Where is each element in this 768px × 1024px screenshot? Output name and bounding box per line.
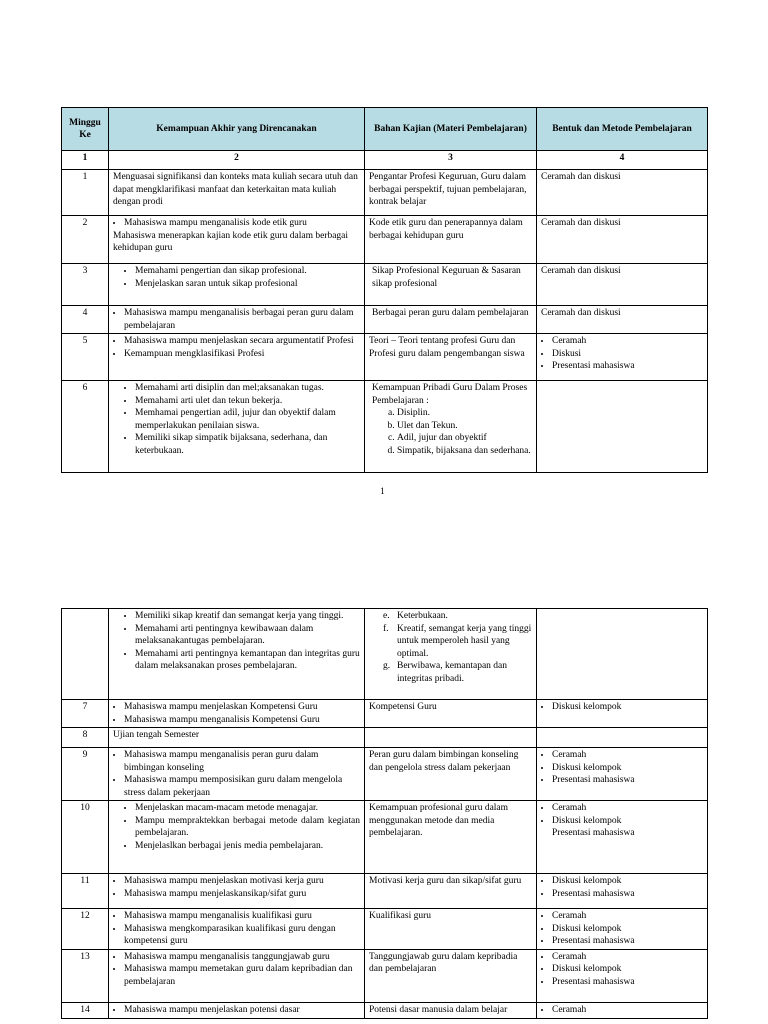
- list-item: • Kemampuan mengklasifikasi Profesi: [124, 348, 360, 361]
- skills-list: [113, 217, 360, 230]
- skills-cell: [109, 1002, 365, 1018]
- materials-cell: [365, 381, 537, 473]
- methods-list: [541, 951, 703, 989]
- table-row: [62, 264, 708, 306]
- list-item: • Mahasiswa mampu menganalisis kode etik guru: [124, 217, 360, 230]
- list-item: • Ceramah: [552, 802, 703, 815]
- list-item: • Presentasi mahasiswa: [552, 888, 703, 901]
- list-item: • Menjelaslkan berbagai jenis media pembelajaran.: [135, 840, 360, 853]
- materials-cell: Teori – Teori tentang profesi Guru dan Profesi guru dalam pengembangan siswa: [365, 334, 537, 381]
- week-cell: 3: [62, 264, 109, 306]
- list-item: • Diskusi kelompok: [552, 963, 703, 976]
- list-item: • Diskusi kelompok: [552, 701, 703, 714]
- methods-cell: [537, 909, 708, 950]
- list-item: • Mahasiswa mampu menjelaskan potensi dasar: [124, 1004, 360, 1017]
- skills-cell: [109, 874, 365, 909]
- list-letter: e.: [383, 611, 390, 621]
- skills-list: [113, 335, 360, 360]
- table-row: [62, 801, 708, 874]
- list-item: • Mahasiswa mampu menjelaskan secara argumentatif Profesi: [124, 335, 360, 348]
- materials-cell: Kemampuan profesional guru dalam menggunakan metode dan media pembelajaran.: [365, 801, 537, 874]
- methods-cell: [537, 609, 708, 700]
- methods-cell: Ceramah dan diskusi: [537, 306, 708, 334]
- header-skills: Kemampuan Akhir yang Direncanakan: [109, 108, 365, 151]
- list-item: • Ceramah: [552, 335, 703, 348]
- materials-list: [372, 407, 532, 457]
- list-item: • Presentasi mahasiswa: [552, 935, 703, 948]
- list-text: Kreatif, semangat kerja yang tinggi untuk memperoleh hasil yang optimal.: [397, 623, 532, 659]
- week-cell: 7: [62, 700, 109, 728]
- list-item: a. Disiplin.: [397, 407, 532, 420]
- methods-cell: [537, 728, 708, 748]
- list-item: • Menjelaskan saran untuk sikap profesional: [135, 278, 360, 291]
- list-item: • Memahami pengertian dan sikap profesional.: [135, 265, 360, 278]
- skills-list: [113, 265, 360, 290]
- table-row: [62, 170, 708, 216]
- list-item: [383, 610, 532, 623]
- skills-list: [113, 875, 360, 900]
- methods-cell: [537, 874, 708, 909]
- week-cell: 9: [62, 748, 109, 801]
- table-row: [62, 609, 708, 700]
- table-header-row: [62, 108, 708, 151]
- list-item: • Diskusi kelompok: [552, 762, 703, 775]
- methods-cell: [537, 949, 708, 1002]
- materials-cell: Berbagai peran guru dalam pembelajaran: [365, 306, 537, 334]
- column-number: 2: [109, 151, 365, 170]
- skills-list: [113, 701, 360, 726]
- materials-cell: Tanggungjawab guru dalam kepribadia dan pembelajaran: [365, 949, 537, 1002]
- skills-list: [113, 910, 360, 948]
- list-item: • Ceramah: [552, 1004, 703, 1017]
- skills-cell: [109, 949, 365, 1002]
- list-item: • Ceramah: [552, 951, 703, 964]
- skills-cell: [109, 700, 365, 728]
- list-item: b. Ulet dan Tekun.: [397, 420, 532, 433]
- table-row: [62, 700, 708, 728]
- skills-list: [113, 1004, 360, 1017]
- skills-cell: [109, 609, 365, 700]
- methods-list: [541, 802, 703, 827]
- methods-cell: Ceramah dan diskusi: [537, 264, 708, 306]
- list-item: • Diskusi kelompok: [552, 923, 703, 936]
- materials-cell: Kode etik guru dan penerapannya dalam berbagai kehidupan guru: [365, 216, 537, 264]
- column-number: 3: [365, 151, 537, 170]
- table-row: [62, 334, 708, 381]
- methods-list: [541, 335, 703, 373]
- list-item: • Mahasiswa mampu menganalisis Kompetensi Guru: [124, 714, 360, 727]
- materials-intro: Kemampuan Pribadi Guru Dalam Proses Pembelajaran :: [372, 383, 528, 406]
- week-cell: 2: [62, 216, 109, 264]
- column-number-row: [62, 151, 708, 170]
- header-methods: Bentuk dan Metode Pembelajaran: [537, 108, 708, 151]
- list-item: • Diskusi kelompok: [552, 875, 703, 888]
- methods-list: [541, 701, 703, 714]
- skills-cell: [109, 264, 365, 306]
- methods-cell: [537, 801, 708, 874]
- materials-cell: [365, 609, 537, 700]
- list-item: • Mahasiswa mampu menjelaskansikap/sifat guru: [124, 888, 360, 901]
- skills-cell: [109, 216, 365, 264]
- list-item: • Diskusi kelompok: [552, 815, 703, 828]
- skills-cell: [109, 909, 365, 950]
- skills-list: [113, 951, 360, 989]
- week-cell: 5: [62, 334, 109, 381]
- syllabus-table-page2: [61, 608, 708, 1019]
- methods-list: [541, 1004, 703, 1017]
- week-cell: 8: [62, 728, 109, 748]
- syllabus-table-page1: [61, 107, 708, 473]
- list-item: • Mahasiswa mampu menganalisis peran guru dalam bimbingan konseling: [124, 749, 360, 774]
- method-text: Presentasi mahasiswa: [552, 828, 635, 838]
- materials-cell: Kualifikasi guru: [365, 909, 537, 950]
- materials-cell: Sikap Profesional Keguruan & Sasaran sikap profesional: [365, 264, 537, 306]
- materials-list: [372, 610, 532, 685]
- skills-cell: [109, 748, 365, 801]
- list-item: d. Simpatik, bijaksana dan sederhana.: [397, 445, 532, 458]
- list-item: • Mahasiswa mampu menganalisis tanggungjawab guru: [124, 951, 360, 964]
- list-item: • Mahasiswa mampu memposisikan guru dalam mengelola stress dalam pekerjaan: [124, 774, 360, 799]
- week-cell: 14: [62, 1002, 109, 1018]
- table-row: [62, 1002, 708, 1018]
- list-letter: g.: [383, 661, 391, 671]
- list-item: • Ceramah: [552, 749, 703, 762]
- week-cell: 11: [62, 874, 109, 909]
- list-item: • Ceramah: [552, 910, 703, 923]
- table-row: [62, 874, 708, 909]
- skills-list: [113, 382, 360, 457]
- week-cell: 6: [62, 381, 109, 473]
- skills-cell: [109, 801, 365, 874]
- page-number: 1: [380, 487, 385, 497]
- methods-cell: [537, 748, 708, 801]
- skills-cell: Ujian tengah Semester: [109, 728, 365, 748]
- week-cell: 12: [62, 909, 109, 950]
- skills-text: Mahasiswa menerapkan kajian kode etik guru dalam berbagai kehidupan guru: [113, 230, 349, 253]
- materials-cell: [365, 728, 537, 748]
- list-item: • Presentasi mahasiswa: [552, 976, 703, 989]
- skills-list: [113, 802, 360, 852]
- column-number: 4: [537, 151, 708, 170]
- list-item: c. Adil, jujur dan obyektif: [397, 432, 532, 445]
- materials-cell: Kompetensi Guru: [365, 700, 537, 728]
- header-week: Minggu Ke: [62, 108, 109, 151]
- table-row: [62, 728, 708, 748]
- list-item: • Memahami arti disiplin dan mel;aksanakan tugas.: [135, 382, 360, 395]
- table-row: [62, 909, 708, 950]
- table-row: [62, 381, 708, 473]
- skills-cell: Menguasai signifikansi dan konteks mata kuliah secara utuh dan dapat mengklarifikasi manfaat dan keterkaitan mata kuliah dengan prodi: [109, 170, 365, 216]
- list-item: • Memiliki sikap simpatik bijaksana, sederhana, dan keterbukaan.: [135, 432, 360, 457]
- skills-cell: [109, 334, 365, 381]
- materials-cell: Peran guru dalam bimbingan konseling dan pengelola stress dalam pekerjaan: [365, 748, 537, 801]
- materials-cell: Motivasi kerja guru dan sikap/sifat guru: [365, 874, 537, 909]
- table-row: [62, 949, 708, 1002]
- methods-cell: Ceramah dan diskusi: [537, 216, 708, 264]
- week-cell: 13: [62, 949, 109, 1002]
- list-item: • Memahami arti pentingnya kemantapan dan integritas guru dalam melaksanakan proses pembelajaran.: [135, 648, 360, 673]
- list-text: Keterbukaan.: [397, 611, 448, 621]
- table-row: [62, 748, 708, 801]
- methods-cell: [537, 381, 708, 473]
- list-item: • Mampu mempraktekkan berbagai metode dalam kegiatan pembelajaran.: [135, 815, 360, 840]
- header-materials: Bahan Kajian (Materi Pembelajaran): [365, 108, 537, 151]
- methods-list: [541, 910, 703, 948]
- list-letter: f.: [383, 623, 389, 634]
- list-item: • Memiliki sikap kreatif dan semangat kerja yang tinggi.: [135, 610, 360, 623]
- week-cell: [62, 609, 109, 700]
- list-item: [383, 660, 532, 685]
- materials-cell: Pengantar Profesi Keguruan, Guru dalam berbagai perspektif, tujuan pembelajaran, kontrak belajar: [365, 170, 537, 216]
- list-item: [383, 623, 532, 661]
- week-cell: 4: [62, 306, 109, 334]
- methods-list: [541, 875, 703, 900]
- list-item: • Memhamai pengertian adil, jujur dan obyektif dalam memperlakukan penilaian siswa.: [135, 407, 360, 432]
- methods-cell: [537, 1002, 708, 1018]
- list-text: Berwibawa, kemantapan dan integritas pribadi.: [397, 661, 507, 684]
- methods-cell: Ceramah dan diskusi: [537, 170, 708, 216]
- methods-cell: [537, 334, 708, 381]
- column-number: 1: [62, 151, 109, 170]
- list-item: • Memahami arti pentingnya kewibawaan dalam melaksanakantugas pembelajaran.: [135, 623, 360, 648]
- skills-list: [113, 307, 360, 332]
- methods-list: [541, 749, 703, 787]
- list-item: • Presentasi mahasiswa: [552, 774, 703, 787]
- list-item: • Mahasiswa mampu menjelaskan Kompetensi Guru: [124, 701, 360, 714]
- list-item: • Memahami arti ulet dan tekun bekerja.: [135, 395, 360, 408]
- list-item: • Mahasiswa mampu menganalisis kualifikasi guru: [124, 910, 360, 923]
- table-row: [62, 216, 708, 264]
- skills-cell: [109, 306, 365, 334]
- skills-list: [113, 610, 360, 673]
- list-item: • Mahasiswa mampu menjelaskan motivasi kerja guru: [124, 875, 360, 888]
- methods-cell: [537, 700, 708, 728]
- table-row: [62, 306, 708, 334]
- list-item: • Diskusi: [552, 348, 703, 361]
- skills-list: [113, 749, 360, 799]
- list-item: • Mahasiswa mengkomparasikan kualifikasi guru dengan kompetensi guru: [124, 923, 360, 948]
- skills-cell: [109, 381, 365, 473]
- list-item: • Mahasiswa mampu memetakan guru dalam kepribadian dan pembelajaran: [124, 963, 360, 988]
- week-cell: 10: [62, 801, 109, 874]
- materials-cell: Potensi dasar manusia dalam belajar: [365, 1002, 537, 1018]
- list-item: • Mahasiswa mampu menganalisis berbagai peran guru dalam pembelajaran: [124, 307, 360, 332]
- list-item: • Presentasi mahasiswa: [552, 360, 703, 373]
- list-item: • Menjelaskan macam-macam metode menagajar.: [135, 802, 360, 815]
- week-cell: 1: [62, 170, 109, 216]
